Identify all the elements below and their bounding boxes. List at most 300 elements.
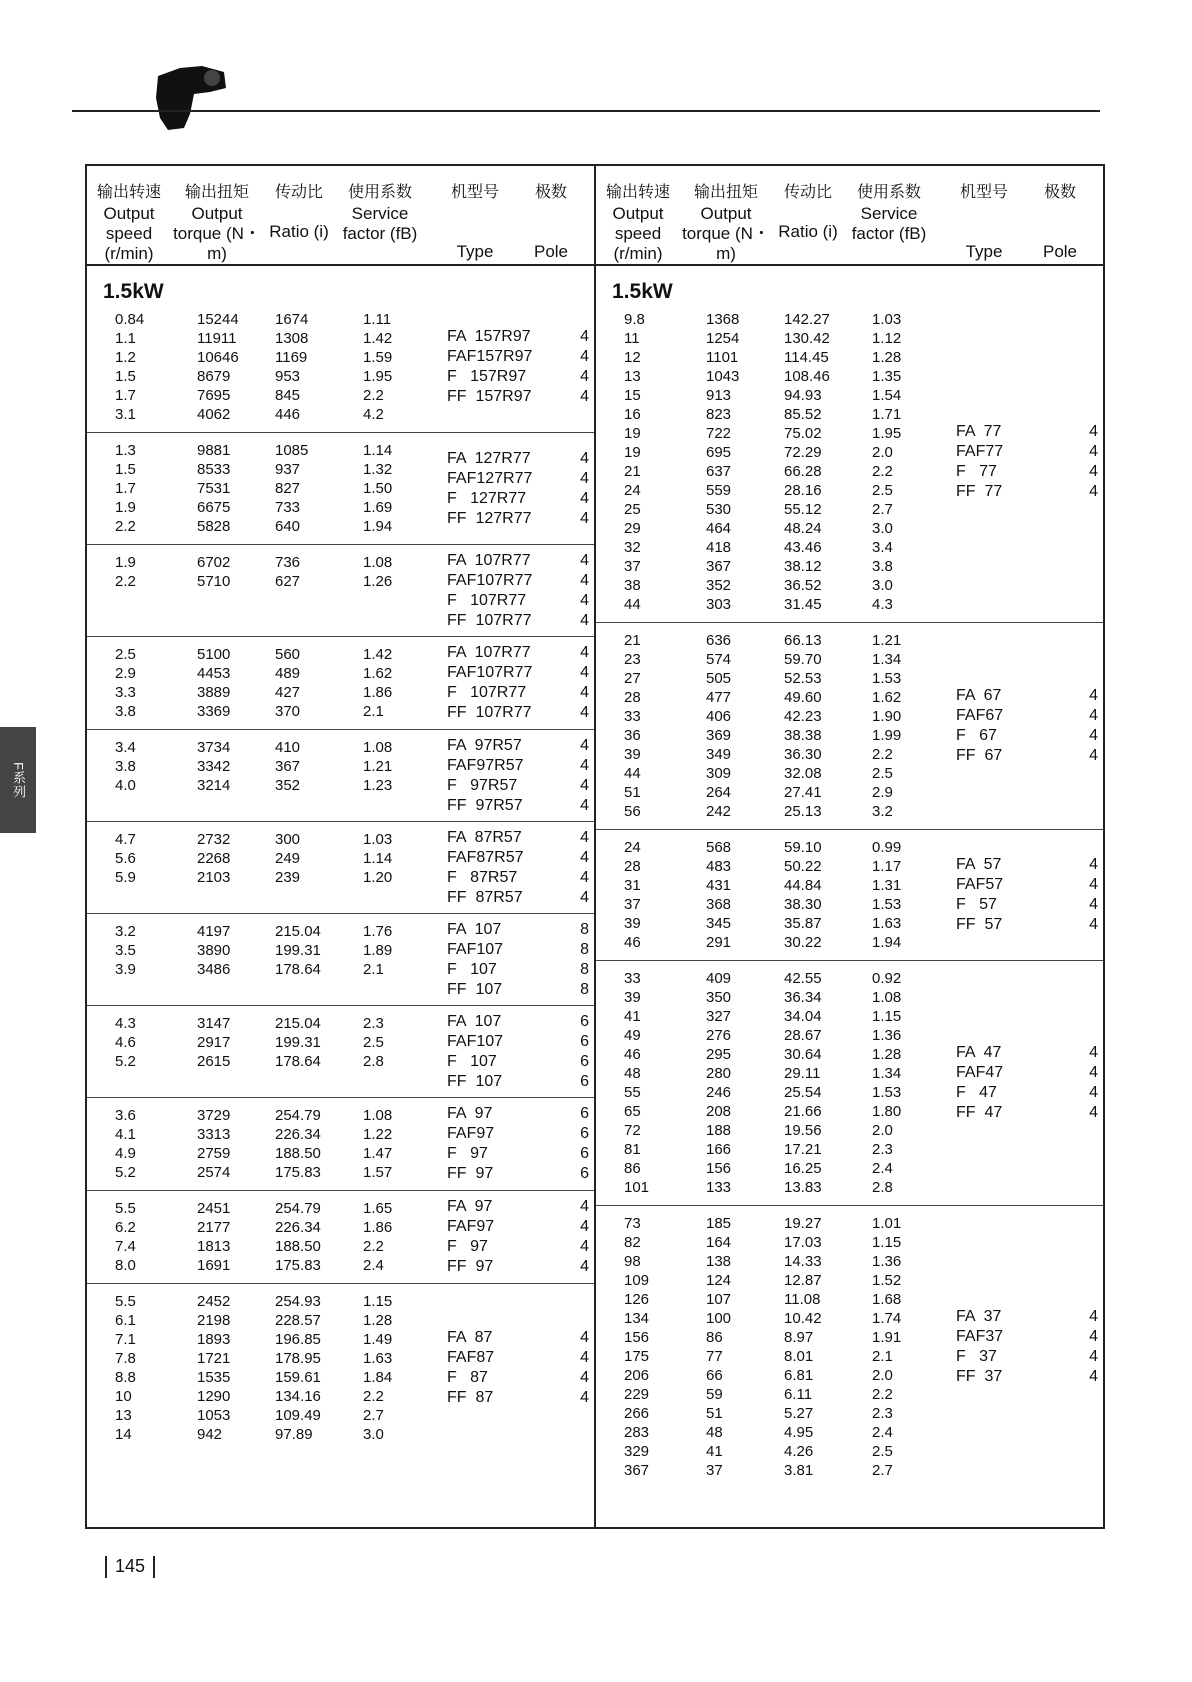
cell-torque: 1691: [197, 1257, 231, 1274]
cell-speed: 49: [624, 1027, 641, 1044]
cell-speed: 4.1: [115, 1126, 136, 1143]
cell-ratio: 130.42: [784, 330, 830, 347]
pole-count: 4: [580, 368, 589, 385]
cell-torque: 100: [706, 1310, 732, 1327]
cell-service-factor: 2.2: [363, 1238, 384, 1255]
model-type-list: [956, 855, 1116, 935]
pole-count: 4: [580, 704, 589, 721]
cell-service-factor: 2.3: [872, 1405, 893, 1422]
cell-speed: 21: [624, 632, 641, 649]
pole-count: 8: [580, 921, 589, 938]
model-type: FAF127R77: [447, 470, 533, 487]
cell-service-factor: 2.5: [363, 1034, 384, 1051]
cell-ratio: 1085: [275, 442, 309, 459]
cell-ratio: 36.52: [784, 577, 822, 594]
cell-speed: 98: [624, 1253, 641, 1270]
model-type-item: [447, 920, 607, 940]
cell-torque: 2574: [197, 1164, 231, 1181]
cell-service-factor: 3.2: [872, 803, 893, 820]
cell-service-factor: 1.36: [872, 1027, 902, 1044]
cell-service-factor: 1.36: [872, 1253, 902, 1270]
model-type: F 107: [447, 1053, 497, 1070]
cell-service-factor: 1.42: [363, 646, 393, 663]
model-type-item: [447, 776, 607, 796]
table-row: [608, 367, 1103, 386]
table-row: [99, 405, 594, 424]
cell-service-factor: 1.52: [872, 1272, 902, 1289]
cell-service-factor: 1.71: [872, 406, 902, 423]
model-type: FA 97: [447, 1105, 493, 1122]
cell-ratio: 25.13: [784, 803, 822, 820]
model-type-list: [956, 686, 1116, 766]
cell-speed: 9.8: [624, 311, 645, 328]
cell-speed: 41: [624, 1008, 641, 1025]
cell-speed: 5.6: [115, 850, 136, 867]
model-type-item: [447, 848, 607, 868]
model-type: FF 77: [956, 483, 1003, 500]
cell-torque: 5828: [197, 518, 231, 535]
cell-speed: 36: [624, 727, 641, 744]
model-type-item: [447, 1237, 607, 1257]
model-type-item: [447, 367, 607, 387]
cell-speed: 101: [624, 1179, 650, 1196]
cell-speed: 126: [624, 1291, 650, 1308]
header-pole: 极数 Pole: [533, 182, 569, 261]
cell-torque: 1101: [706, 349, 739, 366]
cell-service-factor: 2.7: [363, 1407, 384, 1424]
model-type: FF 127R77: [447, 510, 532, 527]
row-group: [87, 637, 594, 730]
cell-service-factor: 1.28: [872, 1046, 902, 1063]
header-rule: [72, 110, 1100, 112]
header-pole: 极数 Pole: [1042, 182, 1078, 261]
cell-speed: 4.3: [115, 1015, 136, 1032]
cell-torque: 1893: [197, 1331, 231, 1348]
cell-service-factor: 1.14: [363, 850, 393, 867]
cell-speed: 1.9: [115, 554, 136, 571]
model-type: F 97: [447, 1238, 488, 1255]
cell-torque: 2268: [197, 850, 231, 867]
cell-torque: 51: [706, 1405, 723, 1422]
header-torque: 输出扭矩 Output torque (N・m): [682, 182, 770, 263]
cell-service-factor: 2.5: [872, 482, 893, 499]
cell-ratio: 178.64: [275, 1053, 321, 1070]
header-service-factor: 使用系数 Service factor (fB): [851, 182, 927, 243]
pole-count: 4: [580, 1389, 589, 1406]
cell-ratio: 733: [275, 499, 301, 516]
cell-speed: 39: [624, 989, 641, 1006]
cell-ratio: 953: [275, 368, 301, 385]
cell-speed: 73: [624, 1215, 641, 1232]
pole-count: 4: [580, 470, 589, 487]
cell-torque: 2759: [197, 1145, 231, 1162]
cell-torque: 1813: [197, 1238, 231, 1255]
header-speed: 输出转速 Output speed (r/min): [96, 182, 161, 263]
model-type-item: [447, 1348, 607, 1368]
pole-count: 4: [580, 797, 589, 814]
table-row: [608, 1271, 1103, 1290]
model-type-item: [447, 796, 607, 816]
cell-service-factor: 2.0: [872, 444, 893, 461]
row-group: [87, 1006, 594, 1098]
cell-service-factor: 2.2: [363, 1388, 384, 1405]
model-type: FF 47: [956, 1104, 1003, 1121]
cell-torque: 3369: [197, 703, 231, 720]
page-number: 145: [115, 1556, 146, 1576]
cell-ratio: 175.83: [275, 1164, 321, 1181]
pole-count: 4: [1089, 876, 1098, 893]
cell-speed: 156: [624, 1329, 650, 1346]
cell-speed: 21: [624, 463, 641, 480]
cell-torque: 291: [706, 934, 732, 951]
cell-ratio: 49.60: [784, 689, 822, 706]
model-type-list: [447, 327, 607, 407]
cell-service-factor: 1.84: [363, 1369, 393, 1386]
model-type: F 87: [447, 1369, 488, 1386]
cell-service-factor: 1.12: [872, 330, 902, 347]
cell-service-factor: 2.3: [872, 1141, 893, 1158]
cell-service-factor: 1.59: [363, 349, 393, 366]
pole-count: 4: [580, 1198, 589, 1215]
cell-speed: 3.8: [115, 758, 136, 775]
cell-ratio: 59.10: [784, 839, 822, 856]
power-rating: 1.5kW: [612, 280, 673, 303]
pole-count: 4: [1089, 1044, 1098, 1061]
cell-service-factor: 1.99: [872, 727, 902, 744]
cell-service-factor: 1.21: [363, 758, 393, 775]
cell-ratio: 36.30: [784, 746, 822, 763]
cell-speed: 38: [624, 577, 641, 594]
cell-ratio: 6.11: [784, 1386, 813, 1403]
cell-speed: 7.4: [115, 1238, 136, 1255]
cell-ratio: 59.70: [784, 651, 822, 668]
pole-count: 4: [1089, 687, 1098, 704]
cell-speed: 8.0: [115, 1257, 136, 1274]
cell-speed: 13: [115, 1407, 132, 1424]
model-type-item: [447, 1104, 607, 1124]
cell-torque: 574: [706, 651, 732, 668]
cell-ratio: 16.25: [784, 1160, 822, 1177]
table-row: [608, 557, 1103, 576]
cell-torque: 9881: [197, 442, 231, 459]
pole-count: 6: [580, 1145, 589, 1162]
cell-speed: 5.5: [115, 1293, 136, 1310]
cell-ratio: 226.34: [275, 1219, 321, 1236]
cell-ratio: 43.46: [784, 539, 822, 556]
model-type: FAF67: [956, 707, 1004, 724]
cell-torque: 3729: [197, 1107, 231, 1124]
row-group: [87, 730, 594, 822]
cell-service-factor: 2.2: [872, 1386, 893, 1403]
table-row: [608, 631, 1103, 650]
cell-service-factor: 1.20: [363, 869, 393, 886]
cell-ratio: 27.41: [784, 784, 822, 801]
pole-count: 4: [1089, 916, 1098, 933]
cell-torque: 15244: [197, 311, 239, 328]
table-row: [608, 329, 1103, 348]
table-row: [99, 1425, 594, 1444]
table-row: [608, 519, 1103, 538]
model-type: FF 57: [956, 916, 1003, 933]
cell-speed: 24: [624, 839, 641, 856]
model-type-item: [956, 442, 1116, 462]
cell-ratio: 352: [275, 777, 301, 794]
cell-ratio: 489: [275, 665, 301, 682]
cell-torque: 477: [706, 689, 732, 706]
model-type-item: [956, 1103, 1116, 1123]
table-row: [608, 802, 1103, 821]
model-type: FA 87R57: [447, 829, 522, 846]
cell-ratio: 25.54: [784, 1084, 822, 1101]
cell-torque: 4453: [197, 665, 231, 682]
pole-count: 6: [580, 1073, 589, 1090]
model-type: FA 47: [956, 1044, 1002, 1061]
cell-service-factor: 1.57: [363, 1164, 393, 1181]
model-type: FA 127R77: [447, 450, 531, 467]
pole-count: 4: [580, 328, 589, 345]
row-group: [596, 302, 1103, 623]
cell-speed: 367: [624, 1462, 650, 1479]
cell-service-factor: 1.42: [363, 330, 393, 347]
pole-count: 4: [1089, 463, 1098, 480]
cell-speed: 1.9: [115, 499, 136, 516]
cell-ratio: 215.04: [275, 923, 321, 940]
cell-ratio: 42.23: [784, 708, 822, 725]
cell-ratio: 11.08: [784, 1291, 821, 1308]
cell-torque: 3214: [197, 777, 231, 794]
cell-torque: 276: [706, 1027, 732, 1044]
model-type-item: [447, 327, 607, 347]
model-type: FAF87: [447, 1349, 495, 1366]
cell-torque: 264: [706, 784, 732, 801]
cell-torque: 345: [706, 915, 732, 932]
table-row: [608, 595, 1103, 614]
model-type: F 107: [447, 961, 497, 978]
cell-speed: 329: [624, 1443, 650, 1460]
model-type: FA 107R77: [447, 552, 531, 569]
cell-ratio: 114.45: [784, 349, 829, 366]
cell-ratio: 300: [275, 831, 301, 848]
cell-ratio: 178.64: [275, 961, 321, 978]
cell-speed: 33: [624, 970, 641, 987]
cell-ratio: 175.83: [275, 1257, 321, 1274]
cell-service-factor: 3.0: [363, 1426, 384, 1443]
cell-service-factor: 2.0: [872, 1122, 893, 1139]
cell-speed: 16: [624, 406, 641, 423]
model-type: FF 157R97: [447, 388, 532, 405]
cell-ratio: 97.89: [275, 1426, 313, 1443]
cell-ratio: 254.79: [275, 1107, 321, 1124]
model-type-item: [447, 1197, 607, 1217]
row-group: [596, 1206, 1103, 1527]
cell-ratio: 188.50: [275, 1145, 321, 1162]
cell-speed: 24: [624, 482, 641, 499]
cell-service-factor: 3.0: [872, 577, 893, 594]
cell-torque: 1535: [197, 1369, 231, 1386]
header-service-factor: 使用系数 Service factor (fB): [342, 182, 418, 243]
table-row: [608, 1140, 1103, 1159]
cell-torque: 166: [706, 1141, 732, 1158]
model-type-item: [447, 347, 607, 367]
table-row: [608, 969, 1103, 988]
model-type-list: [447, 551, 607, 631]
model-type: FF 107R77: [447, 612, 532, 629]
model-type: FF 87R57: [447, 889, 523, 906]
model-type: FA 37: [956, 1308, 1002, 1325]
cell-service-factor: 1.28: [363, 1312, 393, 1329]
cell-ratio: 85.52: [784, 406, 822, 423]
cell-service-factor: 1.15: [872, 1234, 902, 1251]
pole-count: 4: [580, 572, 589, 589]
cell-ratio: 50.22: [784, 858, 822, 875]
cell-ratio: 72.29: [784, 444, 822, 461]
cell-service-factor: 0.99: [872, 839, 902, 856]
model-type-item: [447, 489, 607, 509]
cell-speed: 23: [624, 651, 641, 668]
model-type-item: [447, 828, 607, 848]
model-type-item: [956, 686, 1116, 706]
cell-speed: 7.1: [115, 1331, 136, 1348]
cell-ratio: 75.02: [784, 425, 822, 442]
model-type-item: [447, 591, 607, 611]
cell-torque: 2615: [197, 1053, 231, 1070]
table-row: [608, 1214, 1103, 1233]
cell-ratio: 367: [275, 758, 301, 775]
model-type-item: [447, 1328, 607, 1348]
cell-speed: 4.9: [115, 1145, 136, 1162]
cell-service-factor: 1.31: [872, 877, 902, 894]
cell-speed: 3.9: [115, 961, 136, 978]
model-type: F 87R57: [447, 869, 518, 886]
model-type: FAF97: [447, 1218, 495, 1235]
row-group: [87, 302, 594, 433]
pole-count: 4: [1089, 1084, 1098, 1101]
header-ratio: 传动比 Ratio (i): [269, 182, 329, 241]
side-tab: F系列: [0, 727, 36, 833]
cell-service-factor: 1.89: [363, 942, 393, 959]
cell-torque: 37: [706, 1462, 723, 1479]
cell-ratio: 44.84: [784, 877, 822, 894]
pole-count: 4: [580, 1218, 589, 1235]
cell-torque: 208: [706, 1103, 732, 1120]
model-type: FF 37: [956, 1368, 1003, 1385]
cell-ratio: 188.50: [275, 1238, 321, 1255]
model-type-item: [447, 1012, 607, 1032]
table-column-right: [594, 166, 1103, 1527]
cell-service-factor: 1.22: [363, 1126, 393, 1143]
table-row: [608, 386, 1103, 405]
cell-service-factor: 2.4: [872, 1424, 893, 1441]
model-type-item: [447, 1217, 607, 1237]
header-speed: 输出转速 Output speed (r/min): [605, 182, 670, 263]
cell-speed: 37: [624, 896, 641, 913]
model-type-list: [956, 422, 1116, 502]
model-type-list: [956, 1307, 1116, 1387]
table-row: [608, 1385, 1103, 1404]
cell-service-factor: 2.2: [363, 387, 384, 404]
cell-service-factor: 1.94: [363, 518, 393, 535]
pole-count: 4: [1089, 443, 1098, 460]
cell-torque: 3486: [197, 961, 231, 978]
model-type-item: [447, 1257, 607, 1277]
cell-torque: 124: [706, 1272, 732, 1289]
model-type: FAF157R97: [447, 348, 533, 365]
row-group: [87, 545, 594, 637]
row-group: [87, 1284, 594, 1527]
model-type: FAF107R77: [447, 664, 533, 681]
model-type: F 37: [956, 1348, 997, 1365]
model-type-item: [956, 1063, 1116, 1083]
model-type-item: [447, 888, 607, 908]
model-type: F 97R57: [447, 777, 518, 794]
cell-service-factor: 1.86: [363, 1219, 393, 1236]
table-row: [608, 1461, 1103, 1480]
model-type-item: [447, 683, 607, 703]
cell-speed: 5.5: [115, 1200, 136, 1217]
cell-speed: 29: [624, 520, 641, 537]
pole-count: 8: [580, 961, 589, 978]
cell-torque: 246: [706, 1084, 732, 1101]
cell-service-factor: 4.2: [363, 406, 384, 423]
cell-ratio: 55.12: [784, 501, 822, 518]
cell-speed: 3.3: [115, 684, 136, 701]
cell-service-factor: 1.63: [872, 915, 902, 932]
cell-speed: 1.5: [115, 368, 136, 385]
table-column-left: [87, 166, 594, 1527]
model-type-item: [447, 551, 607, 571]
pole-count: 4: [1089, 727, 1098, 744]
cell-torque: 107: [706, 1291, 732, 1308]
pole-count: 4: [1089, 1348, 1098, 1365]
cell-torque: 1053: [197, 1407, 231, 1424]
cell-service-factor: 1.47: [363, 1145, 393, 1162]
pole-count: 4: [580, 1258, 589, 1275]
cell-service-factor: 4.3: [872, 596, 893, 613]
table-row: [608, 1121, 1103, 1140]
model-type-item: [956, 1347, 1116, 1367]
model-type: F 77: [956, 463, 997, 480]
cell-torque: 86: [706, 1329, 723, 1346]
cell-torque: 350: [706, 989, 732, 1006]
cell-ratio: 640: [275, 518, 301, 535]
cell-ratio: 52.53: [784, 670, 822, 687]
cell-torque: 568: [706, 839, 732, 856]
cell-ratio: 1674: [275, 311, 309, 328]
cell-speed: 5.2: [115, 1164, 136, 1181]
cell-service-factor: 2.3: [363, 1015, 384, 1032]
header-type: 机型号 Type: [959, 182, 1008, 261]
pole-count: 4: [1089, 1104, 1098, 1121]
model-type: F 47: [956, 1084, 997, 1101]
table-row: [608, 1159, 1103, 1178]
model-type-item: [447, 1388, 607, 1408]
model-type-item: [447, 980, 607, 1000]
cell-torque: 695: [706, 444, 732, 461]
model-type-item: [447, 940, 607, 960]
model-type: FA 97R57: [447, 737, 522, 754]
model-type: FAF87R57: [447, 849, 524, 866]
model-type-item: [956, 855, 1116, 875]
cell-service-factor: 1.91: [872, 1329, 902, 1346]
cell-speed: 5.2: [115, 1053, 136, 1070]
cell-ratio: 215.04: [275, 1015, 321, 1032]
model-type-item: [956, 1083, 1116, 1103]
cell-torque: 2177: [197, 1219, 231, 1236]
table-row: [99, 1292, 594, 1311]
cell-ratio: 94.93: [784, 387, 822, 404]
cell-speed: 4.6: [115, 1034, 136, 1051]
cell-ratio: 937: [275, 461, 301, 478]
